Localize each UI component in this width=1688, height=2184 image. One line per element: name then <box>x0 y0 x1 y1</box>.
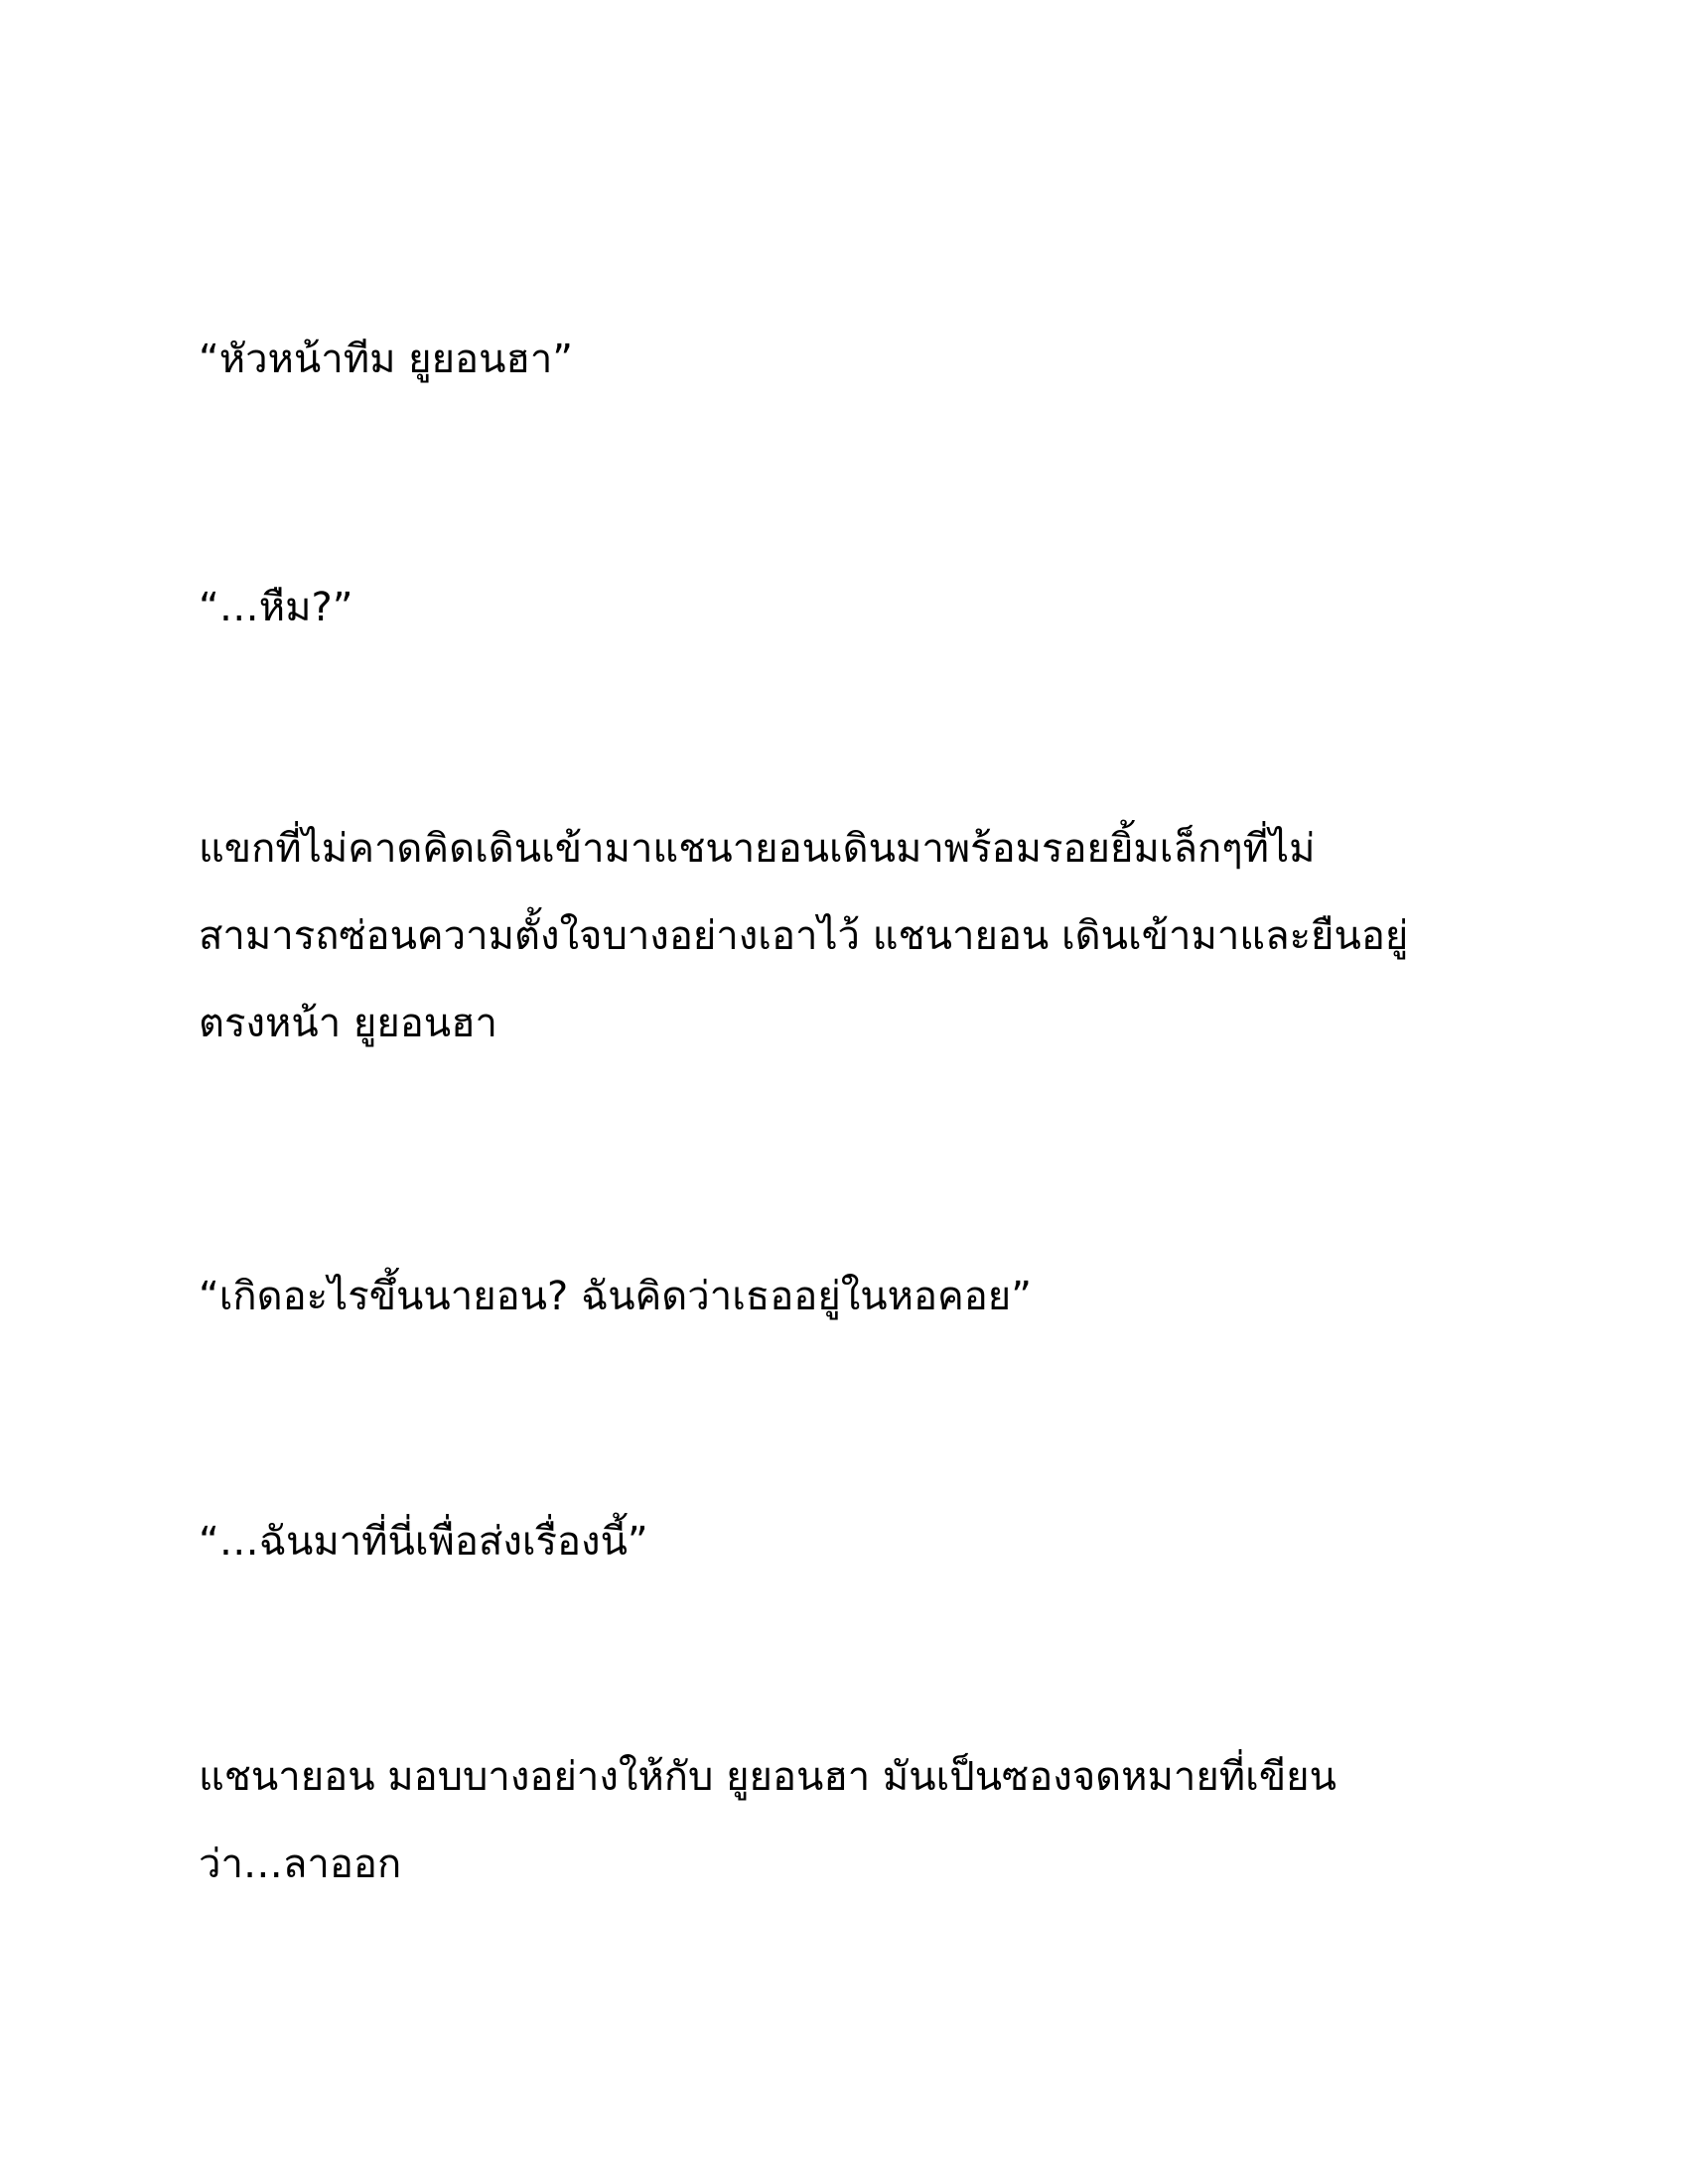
dialogue-paragraph <box>199 1498 1489 1585</box>
text-line: “เกิดอะไรขึ้นนายอน? ฉันคิดว่าเธออยู่ในหอคอย” <box>199 1274 1032 1319</box>
text-line: สามารถซ่อนความตั้งใจบางอย่างเอาไว้ แชนายอน เดินเข้ามาและยืนอยู่ <box>199 913 1409 959</box>
text-line: แขกที่ไม่คาดคิดเดินเข้ามาแชนายอนเดินมาพร้อมรอยยิ้มเล็กๆที่ไม่ <box>199 826 1316 872</box>
narration-paragraph <box>199 805 1489 1067</box>
text-line: ว่า…ลาออก <box>199 1842 402 1887</box>
narration-paragraph <box>199 1733 1489 1908</box>
text-line: “…ฉันมาที่นี่เพื่อส่งเรื่องนี้” <box>199 1519 648 1565</box>
text-line: “หัวหน้าทีม ยูยอนฮา” <box>199 337 574 382</box>
dialogue-paragraph <box>199 1253 1489 1340</box>
text-line: ตรงหน้า ยูยอนฮา <box>199 1001 497 1046</box>
dialogue-paragraph <box>199 564 1489 651</box>
text-line: แชนายอน มอบบางอย่างให้กับ ยูยอนฮา มันเป็นซองจดหมายที่เขียน <box>199 1754 1336 1800</box>
dialogue-paragraph <box>199 316 1489 403</box>
text-line: “…หืม?” <box>199 585 353 630</box>
